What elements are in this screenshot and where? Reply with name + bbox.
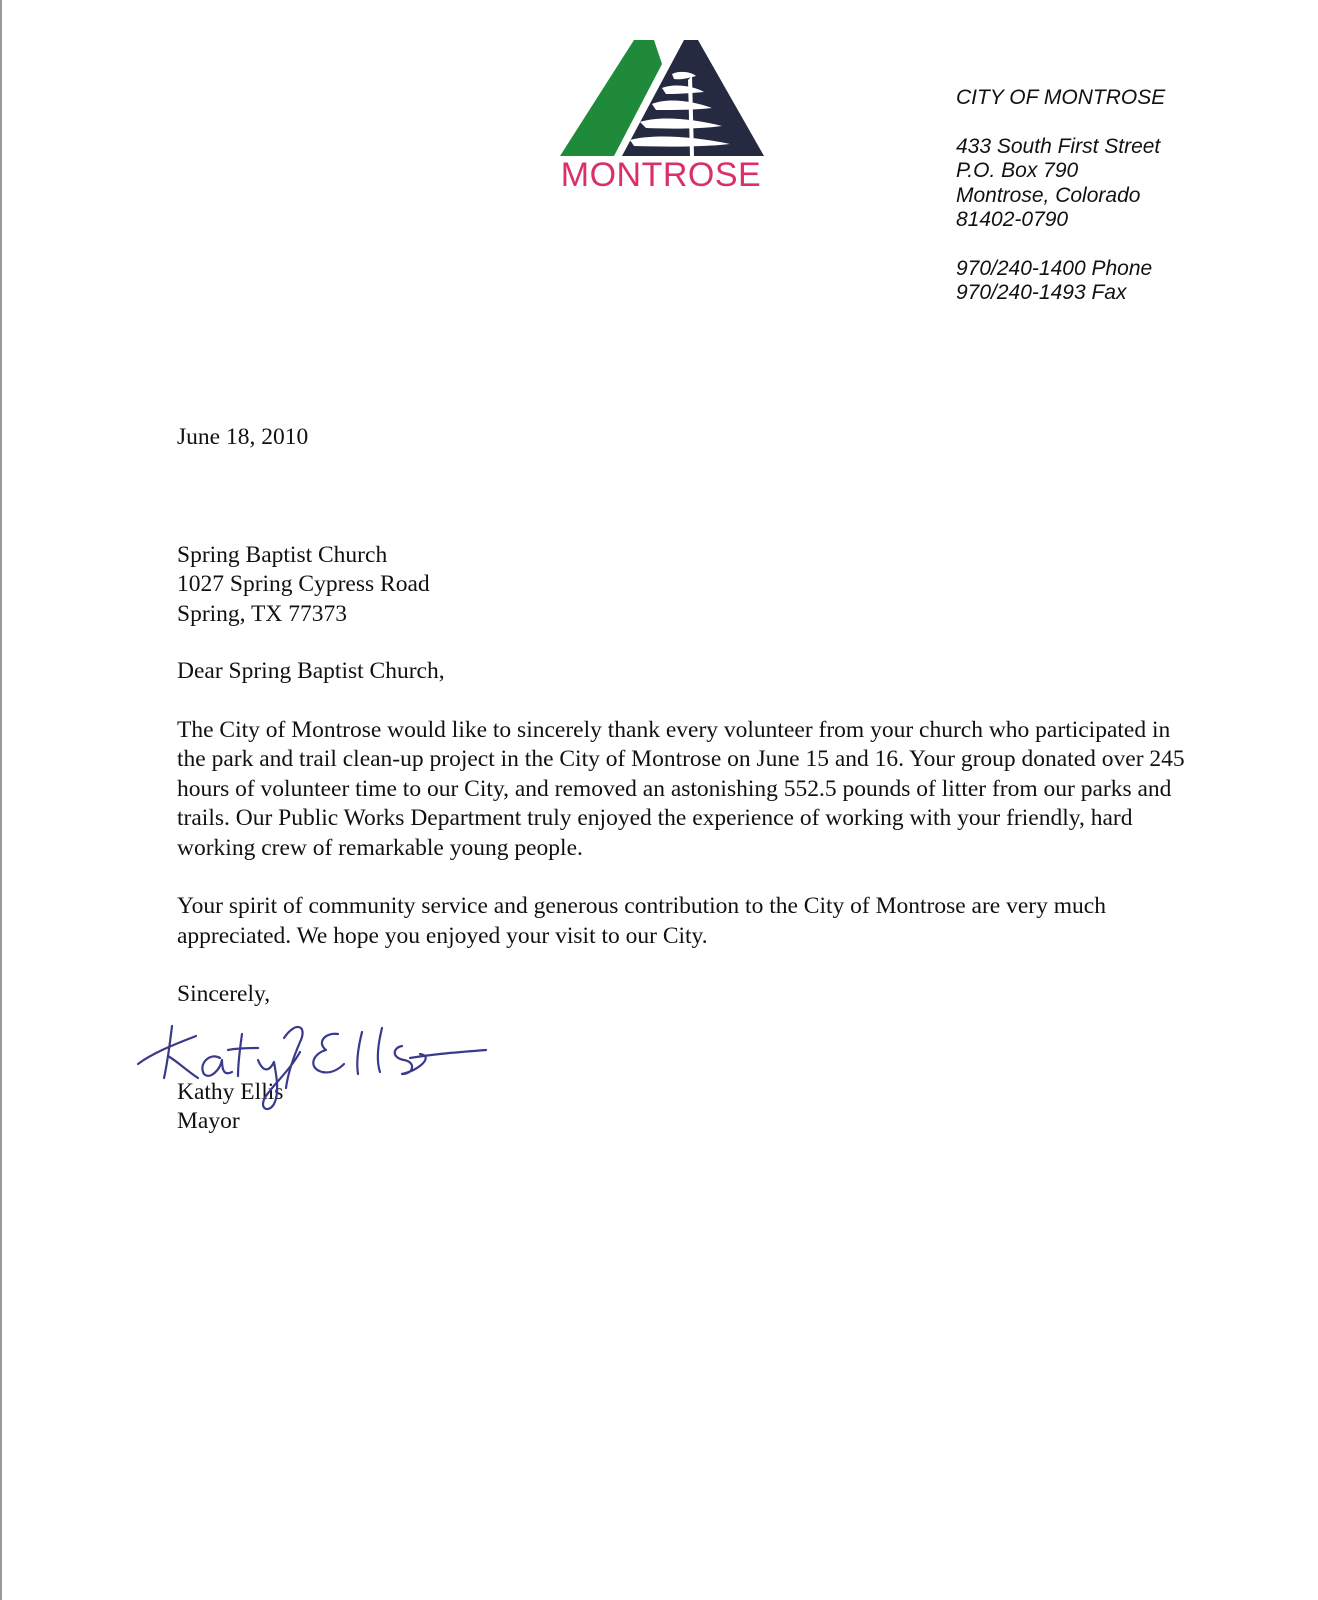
recipient-line: 1027 Spring Cypress Road <box>177 571 430 597</box>
letter-date: June 18, 2010 <box>177 424 309 450</box>
body-paragraph: The City of Montrose would like to sincerely thank every volunteer from your church who participated in the park and trail clean-up project in the City of Montrose on June 15 and 16. Your group donated over 245 hours of volunteer time to our City, and removed an astonishing 552.5 pounds of litter from our parks and trails. Our Public Works Department truly enjoyed the experience of working with your friendly, hard working crew of remarkable young people. <box>177 716 1185 861</box>
address-line: 81402-0790 <box>956 208 1069 231</box>
address-line: P.O. Box 790 <box>956 159 1079 182</box>
recipient-address <box>177 541 1197 630</box>
closing: Sincerely, <box>177 981 271 1007</box>
signer-title: Mayor <box>177 1108 240 1134</box>
signer-name: Kathy Ellis <box>177 1078 284 1105</box>
letterhead-address <box>956 135 1286 233</box>
address-line: 433 South First Street <box>956 134 1161 158</box>
body-paragraph: Your spirit of community service and generous contribution to the City of Montrose are very much appreciated. We hope you enjoyed your visit to our City. <box>177 893 1106 949</box>
letterhead-contact <box>956 86 1286 306</box>
recipient-line: Spring, TX 77373 <box>177 600 347 627</box>
page-edge-divider <box>0 0 2 1600</box>
recipient-line: Spring Baptist Church <box>177 541 388 568</box>
signature-icon <box>134 1012 494 1122</box>
logo-wordmark: MONTROSE <box>560 156 762 194</box>
salutation: Dear Spring Baptist Church, <box>177 658 445 684</box>
letterhead-fax: 970/240-1493 Fax <box>956 281 1127 304</box>
letterhead-city: CITY OF MONTROSE <box>956 86 1166 109</box>
handwritten-signature <box>134 1012 494 1122</box>
letterhead-phone: 970/240-1400 Phone <box>956 256 1153 280</box>
mountain-logo-icon <box>554 36 769 196</box>
address-line: Montrose, Colorado <box>956 183 1141 207</box>
montrose-logo <box>554 36 769 196</box>
